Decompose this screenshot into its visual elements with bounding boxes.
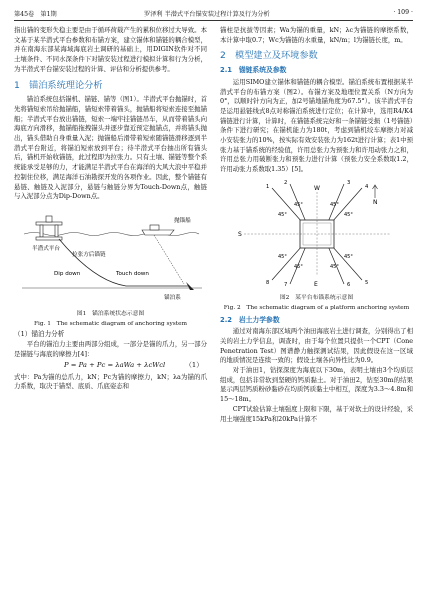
equation-1-text: P = Pa + Pc = λaWa + λcWcl <box>64 360 166 369</box>
page-header <box>14 8 413 21</box>
figure-1-caption-en: Fig. 1 The schematic diagram of anchoring system <box>33 320 188 327</box>
header-journal-issue: 第45卷 第1期 <box>14 11 57 18</box>
figure-2-caption-en: Fig. 2 The schematic diagram of a platform anchoring system <box>223 304 410 311</box>
angle-2: 45° <box>294 201 303 208</box>
label-platform: 半潜式平台 <box>32 245 60 252</box>
section-2-2-paragraph-3: CPT试验估算土壤强度上限和下限，基于对软土的设计经验，采用土壤强度15kPa和20kPa计算不 <box>220 404 413 423</box>
mooring-line <box>59 239 189 286</box>
north-arrow-icon <box>373 185 378 198</box>
figure-1-caption-zh: 图1 锚泊系统状态示意图 <box>76 310 145 317</box>
figure-2-caption-zh: 图2 某平台布锚系统示意图 <box>279 294 354 301</box>
anchor-number-1: 1 <box>266 183 270 190</box>
anchor-number-3: 3 <box>347 179 351 186</box>
intro-paragraph: 指出锚的变形失稳主要是由于循环荷载产生的累积位移过大导致。本文基于某半潜式平台参数和布锚方案，建立锚体和锚链的耦合模型，并在南海东部某海域海底岩土调研的基础上，用DIGIN软件对不同土壤条件、不同水深条件下对锚安装过程进行模拟计算和行为分析，为半潜式平台锚安装过程的计算、评估和分析提供参考。 <box>14 26 207 73</box>
angle-5: 45° <box>344 253 353 260</box>
section-1-paragraph: 锚泊系统包括锚机、锚链、锚等（图1）。半潜式平台抛锚时，首先将锚短索吊给抛锚船，锚短索带着锚头，抛锚船将短索连接至抛锚船；半潜式平台放出锚链，短索一端牢挂锚链吊车，从而带着锚头向海底方向滑移，抛锚船拖拽锚头并逐步靠近预定抛锚点，并将锚头抛出，锚头借助自身重量入泥；抛锚船后滑带着短索随锚链滑移逐到半潜式平台附近，将锚泊短索放到平台；待半潜式平台抽出所有锚头后，锚机开始收锚链，此过程即为拉张力。只有土壤、锚链等整个系统能承受足够的力，才能满足半潜式平台在海洋的大风大浪中平稳并控制住位移，满足海洋石油勘探开发的各项作业。因此，整个锚链有悬链、触链及入泥部分，悬链与触链分界为Touch-Down点，触链与入泥部分点为Dip-Down点。 <box>14 95 207 201</box>
label-dip-down: Dip down <box>54 270 81 277</box>
label-touch-down: Touch down <box>116 270 149 277</box>
section-2-2-paragraph-1: 通过对南海东部区域两个油田海底岩土进行调查，分别得出了相关的岩土力学信息，调查时，由于每个位置只提供一个CPT（Cone Penetration Test）图谱静力触探测试结果，因此假设在这一区域的地质情况是连续一致的；假设土壤各向异性比为0.9。 <box>220 327 413 365</box>
anchor-number-6: 6 <box>347 281 351 288</box>
label-pendant: 拉张方后锚链 <box>72 251 106 258</box>
figure-1 <box>14 206 207 328</box>
figure-1-diagram <box>14 206 207 304</box>
figure-2-diagram <box>220 178 413 288</box>
compass-e: E <box>314 280 318 288</box>
sea-surface <box>24 232 199 235</box>
anchor-number-2: 2 <box>284 179 288 186</box>
anchor-number-4: 4 <box>365 183 369 190</box>
anchor-number-7: 7 <box>284 281 288 288</box>
equation-1 <box>14 360 207 373</box>
figure-2 <box>220 178 413 312</box>
compass-s: S <box>238 230 242 238</box>
anchor-number-5: 5 <box>365 279 369 286</box>
anchor-line-5 <box>332 246 362 280</box>
subsection-mooring-force: （1）锚泊力分析 <box>14 329 65 338</box>
angle-1: 45° <box>278 211 287 218</box>
angle-6: 45° <box>330 263 339 270</box>
right-column <box>220 26 413 424</box>
compass-w: W <box>314 184 320 192</box>
angle-3: 45° <box>330 201 339 208</box>
header-running-title: 罗泽利 半潜式平台锚安装过程计算及行为分析 <box>144 11 270 18</box>
anchor-line-8 <box>272 246 302 280</box>
label-anchor: 锚泊系 <box>164 294 181 301</box>
platform-icon <box>36 216 62 240</box>
equation-variables-paragraph: 式中：Pa为锚的总爪力，kN；Pc为锚的摩擦力，kN；λa为锚的爪力系数，取决于锚型、底质、爪底姿态和 <box>14 372 207 391</box>
anchor-number-8: 8 <box>266 279 270 286</box>
section-2-heading: 2 模型建立及环境参数 <box>220 50 318 62</box>
angle-4: 45° <box>344 211 353 218</box>
right-continuation-paragraph: 锚柱是抗拔等因素；Wa为锚的重量，kN；λc为锚链的摩擦系数，本计算中取0.7；Wc为锚链的水重量，kN/m；l为锚链长度，m。 <box>220 26 413 44</box>
angle-8: 45° <box>278 253 287 260</box>
section-2-2-heading: 2.2 岩土力学参数 <box>220 315 280 324</box>
mooring-force-paragraph: 平台的锚泊力主要由两部分组成，一部分是锚的爪力，另一部分是锚链与海底的摩擦力[4]： <box>14 340 207 359</box>
section-2-1-heading: 2.1 锚链系统及参数 <box>220 66 287 75</box>
section-2-2-paragraph-2: 对于油田1，钻探深度为海底以下30m，表明土壤由3个均质层组成，包括非常软到坚硬的钙质黏土。对于油田2，钻至30m的结果显示两层钙质粉砂黏砂在均质钙质黏土中相互，深度为3.3～4.8m和15～18m。 <box>220 366 413 404</box>
label-drillship: 抛锚船 <box>174 217 191 224</box>
section-2-1-paragraph: 运用SIMO建立锚体和锚链的耦合模型。锚泊系统布置根据某半潜式平台的布锚方案（图2）。布锚方案及地理位置关系（N方向为0°，以顺时针方向为正，加2号锚地锚角度为67.5°）。该半潜式平台是运用悬链线式8点对称锚泊系统进行定位；在计算中，选用R4/K4锚链进行计算，计算时，在锚链系统完好和一条锚链受损（1号锚链）条件下进行研究；在锚机能力为180t，考虑到锚机绞车摩擦力对减小安装张力的10%，按实际有效安装张力为162t进行计算；表1中预张力基于锚系统的经验值，许用总张力为预张力和许用动张力之和，许用总张力用破断张力和预张力进行计算（预张力安全系数取1.2，许用动张力系数取1.35）[5]。 <box>220 77 413 174</box>
angle-7: 45° <box>294 263 303 270</box>
section-1-heading: 1 锚泊系统理论分析 <box>14 79 103 91</box>
anchor-vessel-icon <box>142 225 174 235</box>
pendant-line <box>154 235 184 284</box>
compass-n: N <box>373 198 378 206</box>
equation-1-number: （1） <box>185 360 203 369</box>
header-page-number: · 109 · <box>393 9 413 16</box>
left-column <box>14 26 207 392</box>
